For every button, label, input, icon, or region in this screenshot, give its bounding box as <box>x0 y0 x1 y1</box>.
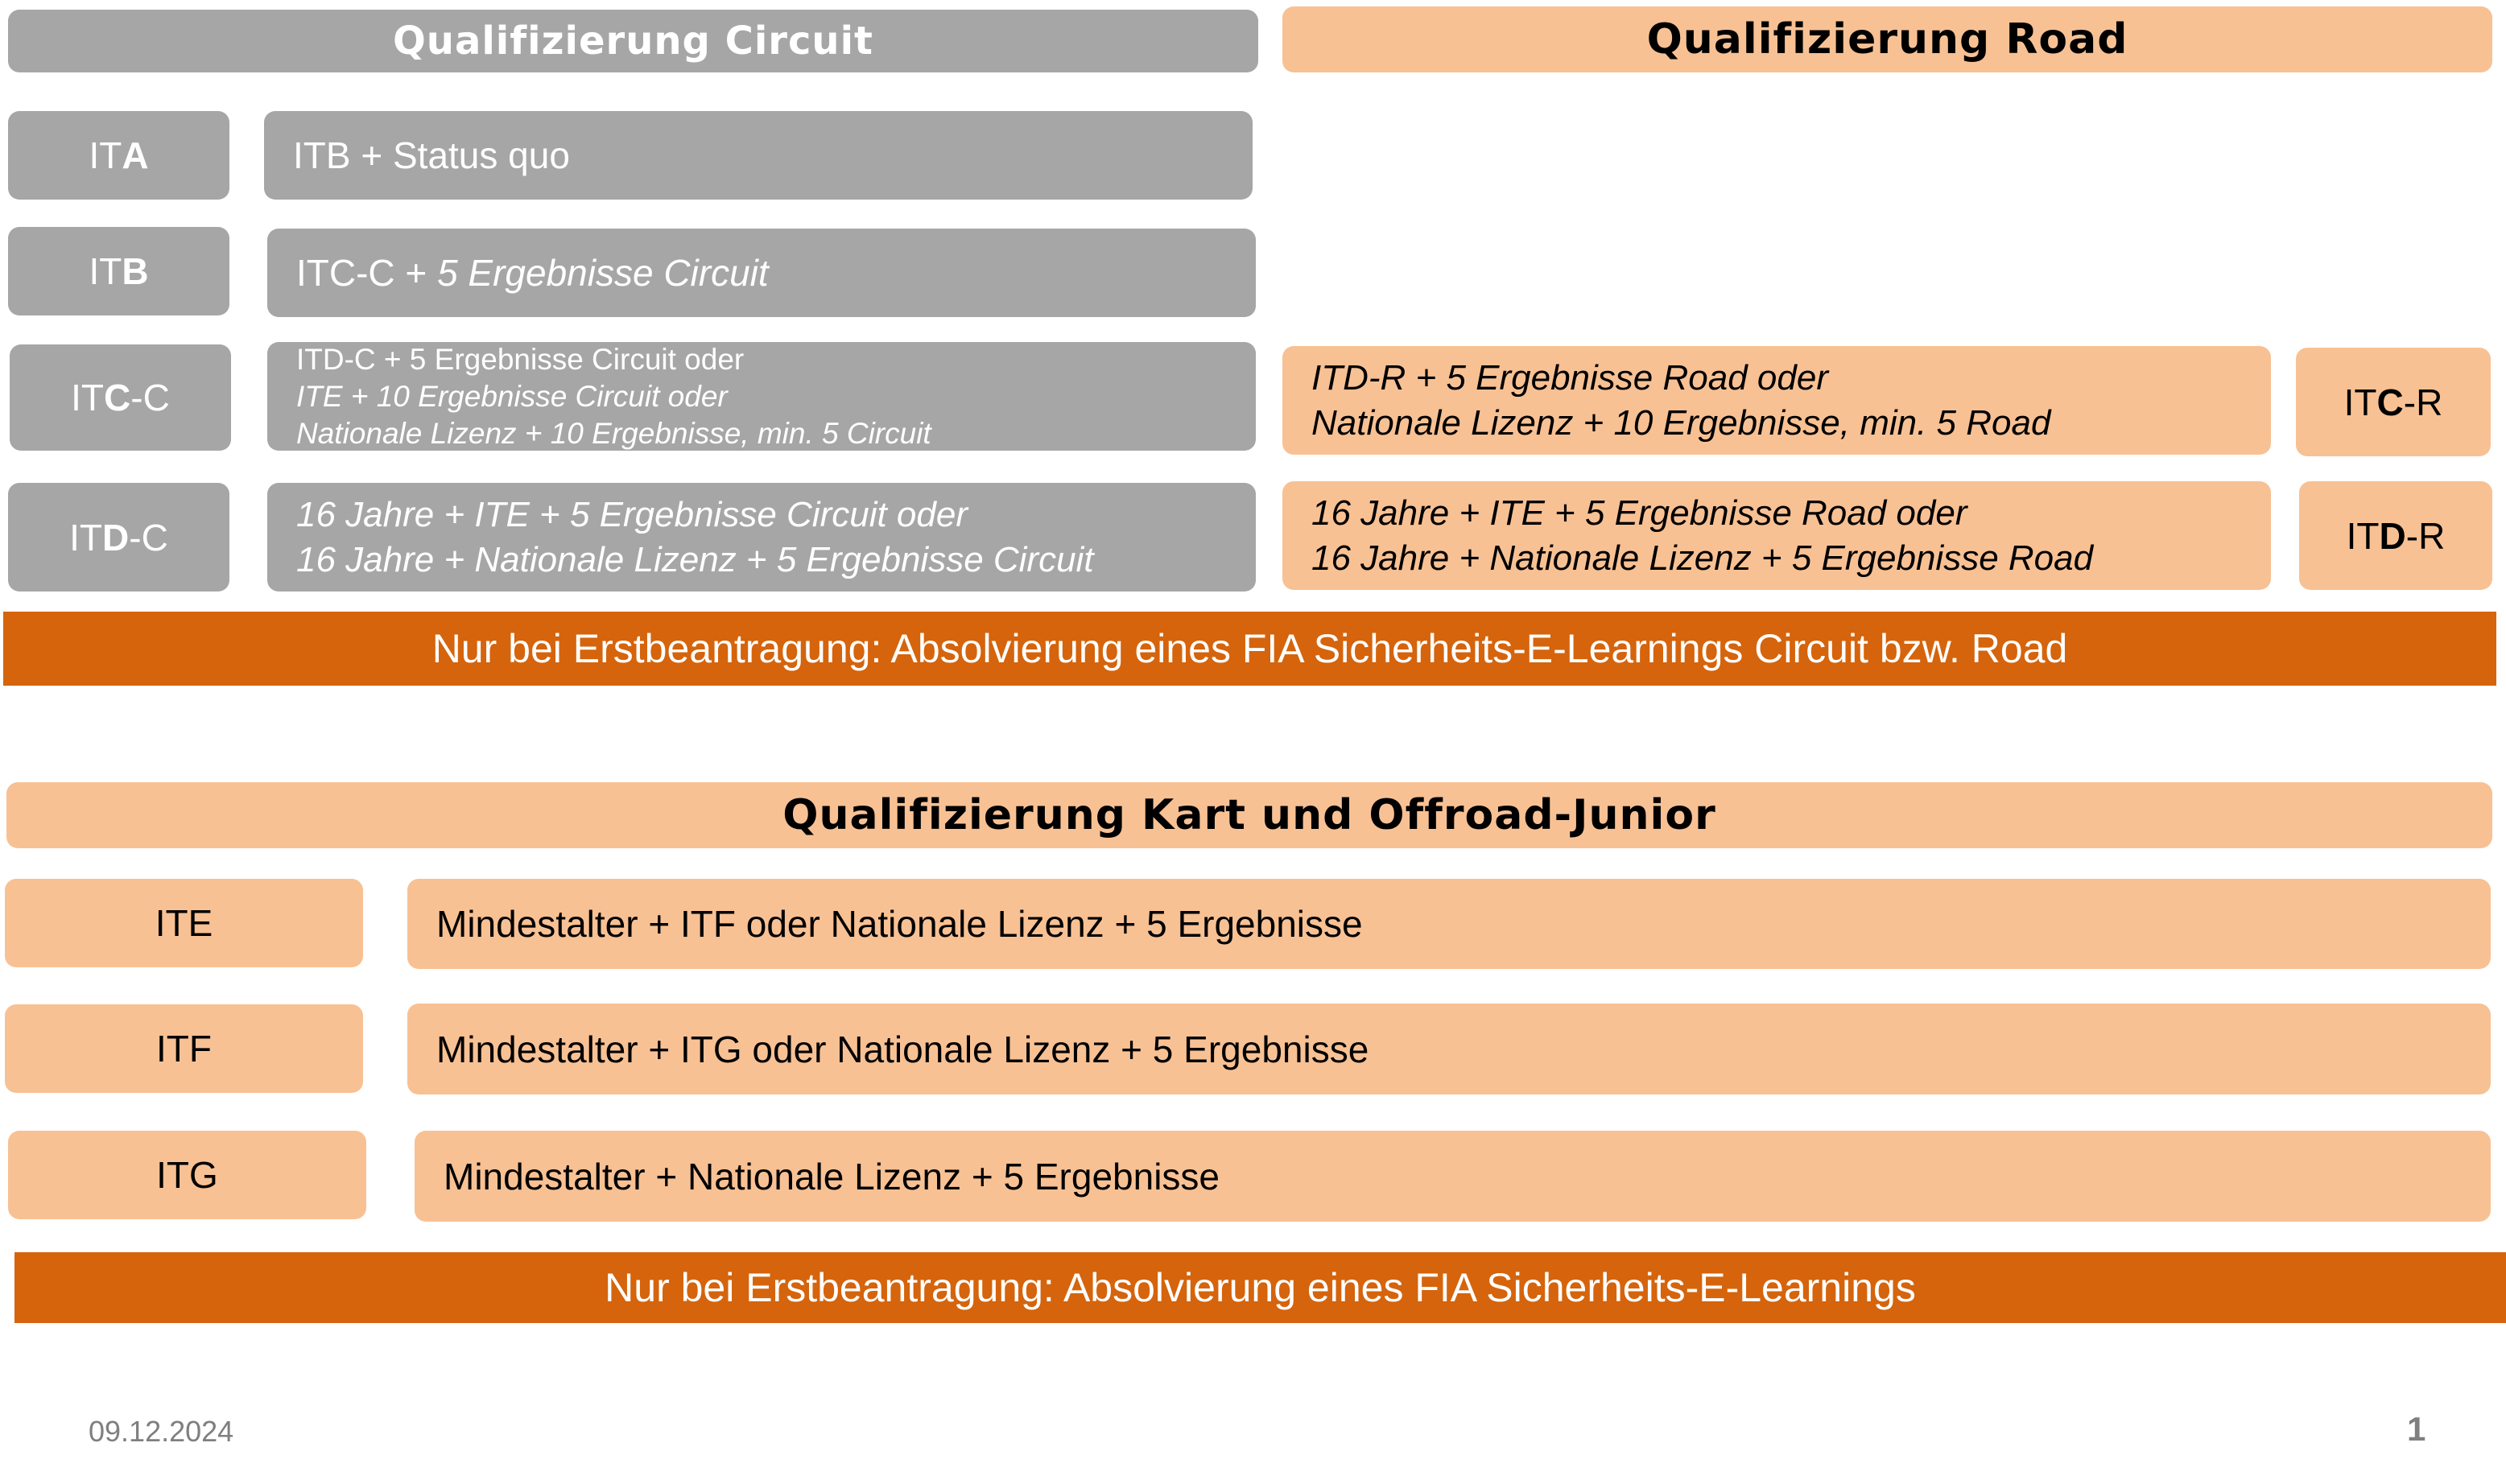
desc-itf-text: Mindestalter + ITG oder Nationale Lizenz + 5 Ergebnisse <box>436 1028 1369 1070</box>
desc-itc-c <box>267 342 1256 451</box>
level-itd-r <box>2299 481 2492 590</box>
desc-itf <box>407 1004 2491 1094</box>
level-itc-r-label: ITC-R <box>2343 381 2443 423</box>
desc-itb <box>267 229 1256 317</box>
desc-itb-text: ITC-C + 5 Ergebnisse Circuit <box>296 252 769 294</box>
desc-itd-c <box>267 483 1256 592</box>
level-ite <box>5 879 363 967</box>
circuit-header-text: Qualifizierung Circuit <box>392 19 873 64</box>
level-itd-r-label: ITD-R <box>2346 514 2446 557</box>
footer-date: 09.12.2024 <box>89 1415 234 1448</box>
desc-ita <box>264 111 1253 200</box>
desc-itc-r-line2: Nationale Lizenz + 10 Ergebnisse, min. 5 Road <box>1311 402 2051 443</box>
level-itb-label: ITB <box>89 250 149 292</box>
desc-itg-text: Mindestalter + Nationale Lizenz + 5 Ergebnisse <box>444 1155 1220 1198</box>
desc-itc-c-line3: Nationale Lizenz + 10 Ergebnisse, min. 5 Circuit <box>296 416 931 450</box>
desc-ite <box>407 879 2491 969</box>
level-itc-c <box>10 344 231 451</box>
desc-ite-text: Mindestalter + ITF oder Nationale Lizenz + 5 Ergebnisse <box>436 903 1363 945</box>
desc-itc-r <box>1282 346 2271 455</box>
banner-circuit-road <box>3 612 2496 686</box>
desc-itg <box>415 1131 2491 1222</box>
level-itf-label: ITF <box>156 1028 212 1070</box>
road-header <box>1282 6 2492 72</box>
desc-itd-r-line2: 16 Jahre + Nationale Lizenz + 5 Ergebnisse Road <box>1311 538 2094 578</box>
road-header-text: Qualifizierung Road <box>1646 15 2128 64</box>
level-itc-c-label: ITC-C <box>71 377 170 418</box>
desc-itc-c-line2: ITE + 10 Ergebnisse Circuit oder <box>296 379 728 413</box>
page-number: 1 <box>2407 1410 2426 1448</box>
level-itd-c-label: ITD-C <box>69 516 168 559</box>
desc-itc-r-line1: ITD-R + 5 Ergebnisse Road oder <box>1311 357 1828 398</box>
banner-kart-text: Nur bei Erstbeantragung: Absolvierung eines FIA Sicherheits-E-Learnings <box>605 1265 1916 1310</box>
desc-itd-c-line2: 16 Jahre + Nationale Lizenz + 5 Ergebnisse Circuit <box>296 539 1094 579</box>
level-itf <box>5 1004 363 1093</box>
level-ita-label: ITA <box>89 134 149 176</box>
kart-header <box>6 782 2492 848</box>
desc-itd-r-line1: 16 Jahre + ITE + 5 Ergebnisse Road oder <box>1311 493 1967 533</box>
level-itc-r <box>2296 348 2491 456</box>
desc-itd-c-line1: 16 Jahre + ITE + 5 Ergebnisse Circuit oder <box>296 494 968 534</box>
desc-itc-c-line1: ITD-C + 5 Ergebnisse Circuit oder <box>296 342 745 376</box>
level-itg <box>8 1131 366 1219</box>
banner-kart <box>14 1252 2506 1323</box>
banner-circuit-road-text: Nur bei Erstbeantragung: Absolvierung eines FIA Sicherheits-E-Learnings Circuit bzw. Road <box>431 626 2068 671</box>
circuit-header <box>8 10 1258 72</box>
desc-itd-r <box>1282 481 2271 590</box>
level-itg-label: ITG <box>156 1154 218 1196</box>
level-itd-c <box>8 483 229 592</box>
level-ita <box>8 111 229 200</box>
level-ite-label: ITE <box>155 902 213 944</box>
desc-ita-text: ITB + Status quo <box>293 134 570 176</box>
kart-header-text: Qualifizierung Kart und Offroad-Junior <box>782 791 1716 839</box>
level-itb <box>8 227 229 315</box>
